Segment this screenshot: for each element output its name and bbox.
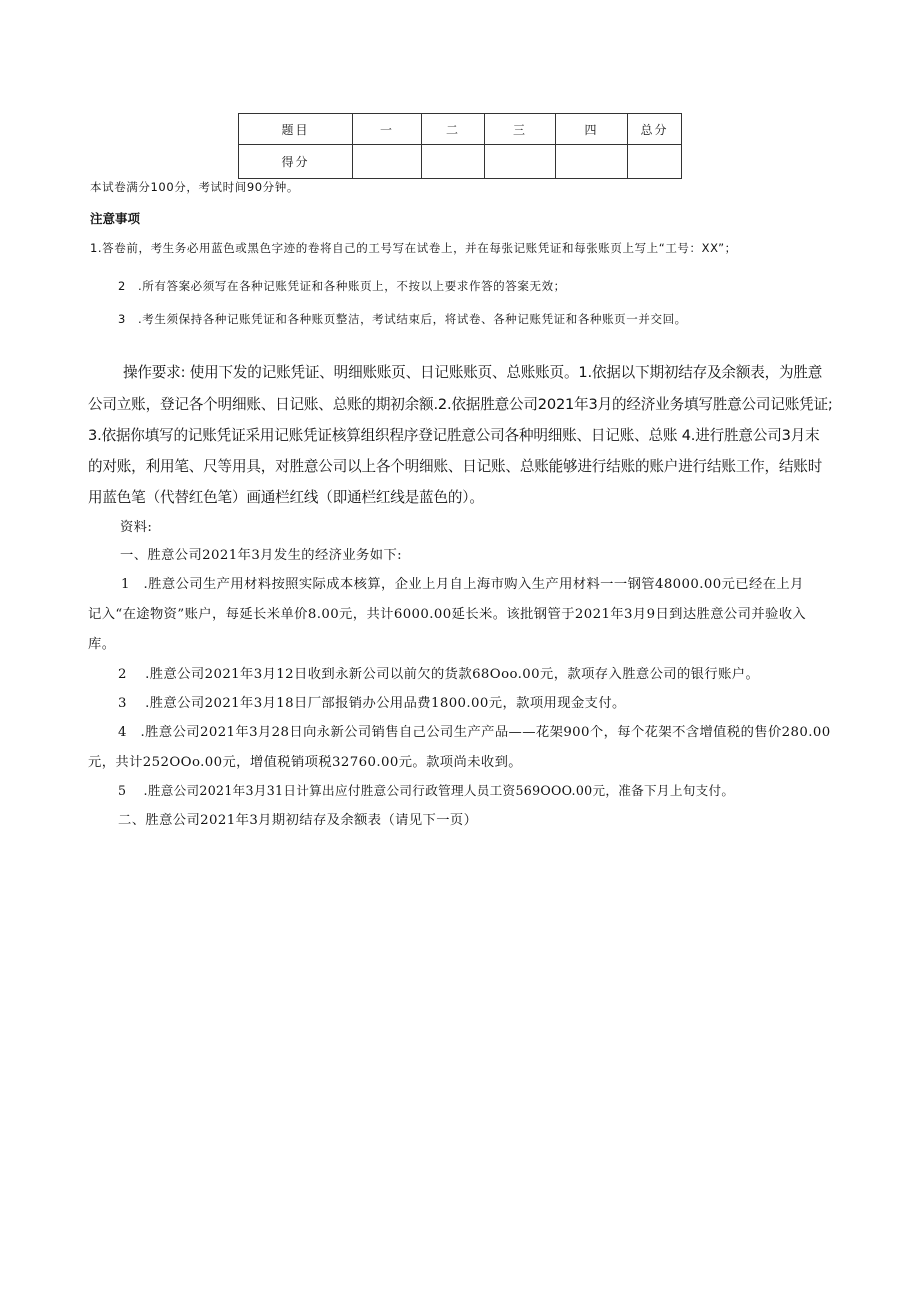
requirements-line: 用蓝色笔（代替红色笔）画通栏红线（即通栏红线是蓝色的）。 bbox=[88, 489, 484, 506]
score-table bbox=[238, 113, 682, 179]
business-item-line: 2 .胜意公司2021年3月12日收到永新公司以前欠的货款68Ooo.00元，款项存入胜意公司的银行账户。 bbox=[118, 667, 760, 682]
score-cell[interactable] bbox=[485, 145, 556, 179]
requirements-line: 的对账，利用笔、尺等用具，对胜意公司以上各个明细账、日记账、总账能够进行结账的账户进行结账工作，结账时 bbox=[88, 458, 823, 475]
materials-label: 资料: bbox=[120, 520, 153, 535]
requirements-line: 公司立账，登记各个明细账、日记账、总账的期初余额.2.依据胜意公司2021年3月的经济业务填写胜意公司记账凭证; bbox=[88, 396, 833, 413]
section1-title: 一、胜意公司2021年3月发生的经济业务如下: bbox=[120, 548, 403, 563]
requirements-line: 操作要求: 使用下发的记账凭证、明细账账页、日记账账页、总账账页。1.依据以下期初结存及余额表，为胜意 bbox=[123, 364, 823, 381]
business-item-line: 库。 bbox=[88, 637, 116, 652]
exam-info: 本试卷满分100分，考试时间90分钟。 bbox=[90, 180, 299, 194]
score-table-header-cell: 总分 bbox=[628, 114, 682, 145]
notice-item: 2 .所有答案必须写在各种记账凭证和各种账页上，不按以上要求作答的答案无效； bbox=[118, 279, 566, 293]
score-row-label: 得分 bbox=[239, 145, 353, 179]
score-table-score-row bbox=[239, 145, 682, 179]
business-item-line: 元，共计252OOo.00元，增值税销项税32760.00元。款项尚未收到。 bbox=[88, 755, 522, 770]
score-table-header-cell: 一 bbox=[353, 114, 422, 145]
business-item-line: 5 .胜意公司2021年3月31日计算出应付胜意公司行政管理人员工资569OOO.00元，准备下月上旬支付。 bbox=[118, 783, 735, 798]
score-cell[interactable] bbox=[353, 145, 422, 179]
notice-item: 3 .考生须保持各种记账凭证和各种账页整洁，考试结束后，将试卷、各种记账凭证和各种账页一并交回。 bbox=[118, 312, 687, 326]
score-cell[interactable] bbox=[628, 145, 682, 179]
business-item-line: 1 .胜意公司生产用材料按照实际成本核算，企业上月自上海市购入生产用材料一一钢管48000.00元已经在上月 bbox=[121, 577, 804, 592]
score-table-header-cell: 四 bbox=[556, 114, 628, 145]
score-table-header-row bbox=[239, 114, 682, 145]
score-table-header-cell: 二 bbox=[422, 114, 485, 145]
business-item-line: 4 .胜意公司2021年3月28日向永新公司销售自己公司生产产品——花架900个，每个花架不含增值税的售价280.00 bbox=[118, 725, 831, 740]
score-table-header-cell: 题目 bbox=[239, 114, 353, 145]
section2-title: 二、胜意公司2021年3月期初结存及余额表（请见下一页） bbox=[118, 813, 478, 828]
score-cell[interactable] bbox=[422, 145, 485, 179]
requirements-line: 3.依据你填写的记账凭证采用记账凭证核算组织程序登记胜意公司各种明细账、日记账、总账 4.进行胜意公司3月末 bbox=[88, 427, 820, 444]
notice-item: 1.答卷前，考生务必用蓝色或黑色字迹的卷将自己的工号写在试卷上，并在每张记账凭证和每张账页上写上“工号：XX”； bbox=[90, 241, 737, 255]
business-item-line: 记入“在途物资”账户，每延长米单价8.00元，共计6000.00延长米。该批钢管于2021年3月9日到达胜意公司并验收入 bbox=[88, 607, 807, 622]
notice-title: 注意事项 bbox=[90, 211, 141, 226]
score-table-header-cell: 三 bbox=[485, 114, 556, 145]
business-item-line: 3 .胜意公司2021年3月18日厂部报销办公用品费1800.00元，款项用现金支付。 bbox=[118, 696, 626, 711]
score-cell[interactable] bbox=[556, 145, 628, 179]
